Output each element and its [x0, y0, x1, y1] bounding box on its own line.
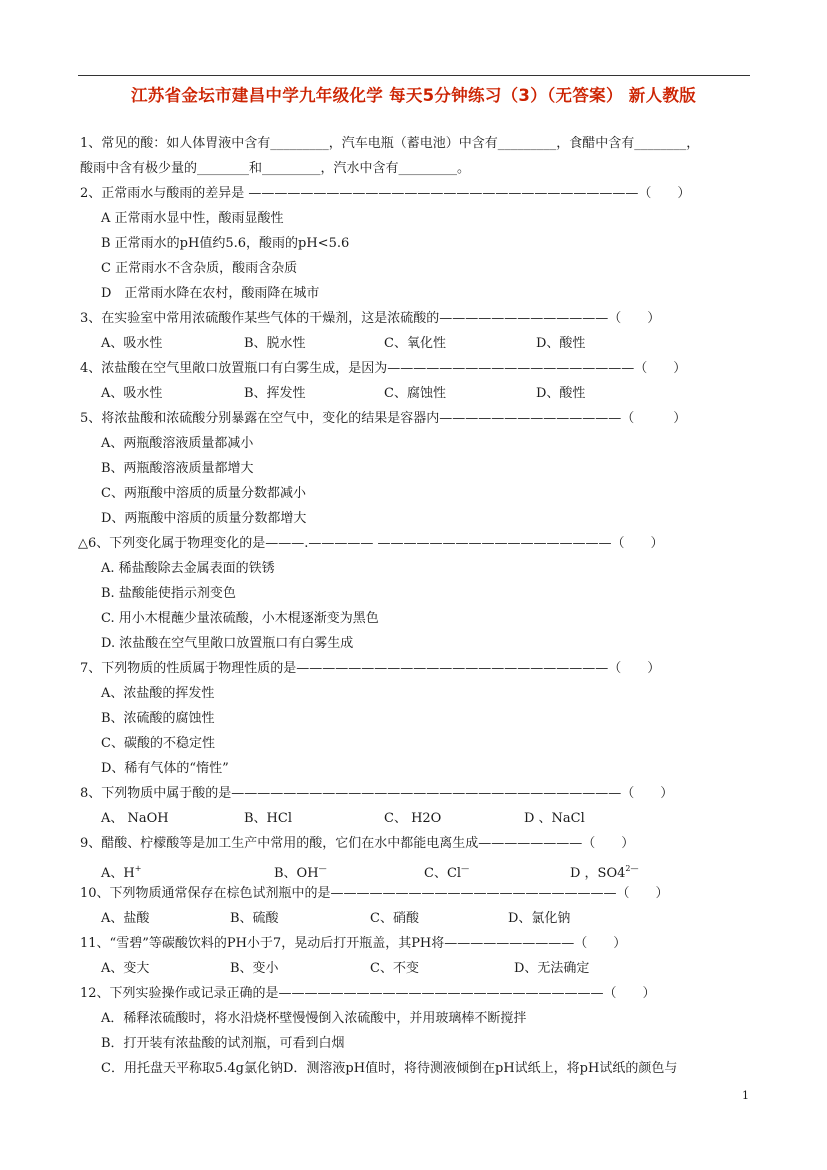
page-title: 江苏省金坛市建昌中学九年级化学 每天5分钟练习（3）（无答案） 新人教版 [131, 86, 696, 105]
q7-option-c: C、碳酸的不稳定性 [101, 736, 215, 751]
q1-line1: 1、常见的酸：如人体胃液中含有_________，汽车电瓶（蓄电池）中含有_________，食醋中含有________， [80, 136, 700, 151]
q6-option-a: A. 稀盐酸除去金属表面的铁锈 [101, 561, 275, 576]
q7-option-d: D、稀有气体的“惰性” [101, 761, 229, 776]
q12-option-a: A．稀释浓硫酸时，将水沿烧杯壁慢慢倒入浓硫酸中，并用玻璃棒不断搅拌 [101, 1011, 527, 1026]
q8-option-c: C、 H2O [384, 811, 442, 826]
q10-option-c: C、硝酸 [370, 911, 419, 926]
q3-option-d: D、酸性 [536, 336, 586, 351]
q7-option-a: A、浓盐酸的挥发性 [101, 686, 215, 701]
q11-option-c: C、不变 [370, 961, 419, 976]
q12-option-c: C．用托盘天平称取5.4g氯化钠D．测溶液pH值时，将待测液倾倒在pH试纸上，将pH试纸的颜色与 [101, 1061, 678, 1076]
q8-option-d: D 、NaCl [524, 811, 585, 826]
page-number: 1 [742, 1089, 749, 1102]
q8-option-a: A、 NaOH [101, 811, 169, 826]
q6-option-c: C. 用小木棍蘸少量浓硫酸，小木棍逐渐变为黑色 [101, 611, 379, 626]
q11-option-b: B、变小 [230, 961, 279, 976]
q6-stem: △6、下列变化属于物理变化的是———.————— ——————————————————（ ） [78, 536, 664, 551]
q5-stem: 5、将浓盐酸和浓硫酸分别暴露在空气中，变化的结果是容器内——————————————（ ） [80, 411, 687, 426]
q4-option-b: B、挥发性 [244, 386, 306, 401]
q3-option-b: B、脱水性 [244, 336, 306, 351]
q2-option-d: D 正常雨水降在农村，酸雨降在城市 [101, 286, 320, 301]
q9-option-d: D ，$SO4^{2—}$ [570, 864, 639, 881]
q2-option-b: B 正常雨水的pH值约5.6，酸雨的pH<5.6 [101, 236, 350, 251]
q10-option-d: D、氯化钠 [508, 911, 571, 926]
q3-option-c: C、氧化性 [384, 336, 446, 351]
q6-option-b: B. 盐酸能使指示剂变色 [101, 586, 236, 601]
q9-option-a: A、H+ [101, 864, 142, 881]
q6-option-d: D. 浓盐酸在空气里敞口放置瓶口有白雾生成 [101, 636, 354, 651]
q12-stem: 12、下列实验操作或记录正确的是—————————————————————————（ ） [80, 986, 656, 1001]
q3-stem: 3、在实验室中常用浓硫酸作某些气体的干燥剂，这是浓硫酸的—————————————（ ） [80, 311, 661, 326]
q11-option-a: A、变大 [101, 961, 150, 976]
q2-option-c: C 正常雨水不含杂质，酸雨含杂质 [101, 261, 298, 276]
q4-stem: 4、浓盐酸在空气里敞口放置瓶口有白雾生成，是因为———————————————————（ ） [80, 361, 687, 376]
q9-option-c: C、Cl— [424, 864, 470, 881]
q9-stem: 9、醋酸、柠檬酸等是加工生产中常用的酸，它们在水中都能电离生成————————（ ） [80, 836, 635, 851]
q11-option-d: D、无法确定 [514, 961, 590, 976]
q7-stem: 7、下列物质的性质属于物理性质的是————————————————————————（ ） [80, 661, 661, 676]
q8-option-b: B、HCl [244, 811, 292, 826]
q1-line2: 酸雨中含有极少量的________和_________，汽水中含有_________。 [80, 161, 471, 176]
q2-option-a: A 正常雨水显中性，酸雨显酸性 [101, 211, 284, 226]
q9-option-b: B、OH— [274, 864, 327, 881]
q4-option-c: C、腐蚀性 [384, 386, 446, 401]
q5-option-d: D、两瓶酸中溶质的质量分数都增大 [101, 511, 307, 526]
q10-option-b: B、硫酸 [230, 911, 279, 926]
q5-option-b: B、两瓶酸溶液质量都增大 [101, 461, 254, 476]
q8-stem: 8、下列物质中属于酸的是——————————————————————————————（ ） [80, 786, 674, 801]
q4-option-d: D、酸性 [536, 386, 586, 401]
q4-option-a: A、吸水性 [101, 386, 163, 401]
q10-option-a: A、盐酸 [101, 911, 150, 926]
q11-stem: 11、“雪碧”等碳酸饮料的PH小于7，晃动后打开瓶盖，其PH将——————————（ ） [80, 936, 627, 951]
q3-option-a: A、吸水性 [101, 336, 163, 351]
q10-stem: 10、下列物质通常保存在棕色试剂瓶中的是——————————————————————（ ） [80, 886, 669, 901]
q2-stem: 2、正常雨水与酸雨的差异是 ——————————————————————————————（ ） [80, 186, 691, 201]
q5-option-c: C、两瓶酸中溶质的质量分数都减小 [101, 486, 306, 501]
q12-option-b: B．打开装有浓盐酸的试剂瓶，可看到白烟 [101, 1036, 345, 1051]
header-rule [78, 75, 750, 76]
q5-option-a: A、两瓶酸溶液质量都减小 [101, 436, 254, 451]
q7-option-b: B、浓硫酸的腐蚀性 [101, 711, 215, 726]
